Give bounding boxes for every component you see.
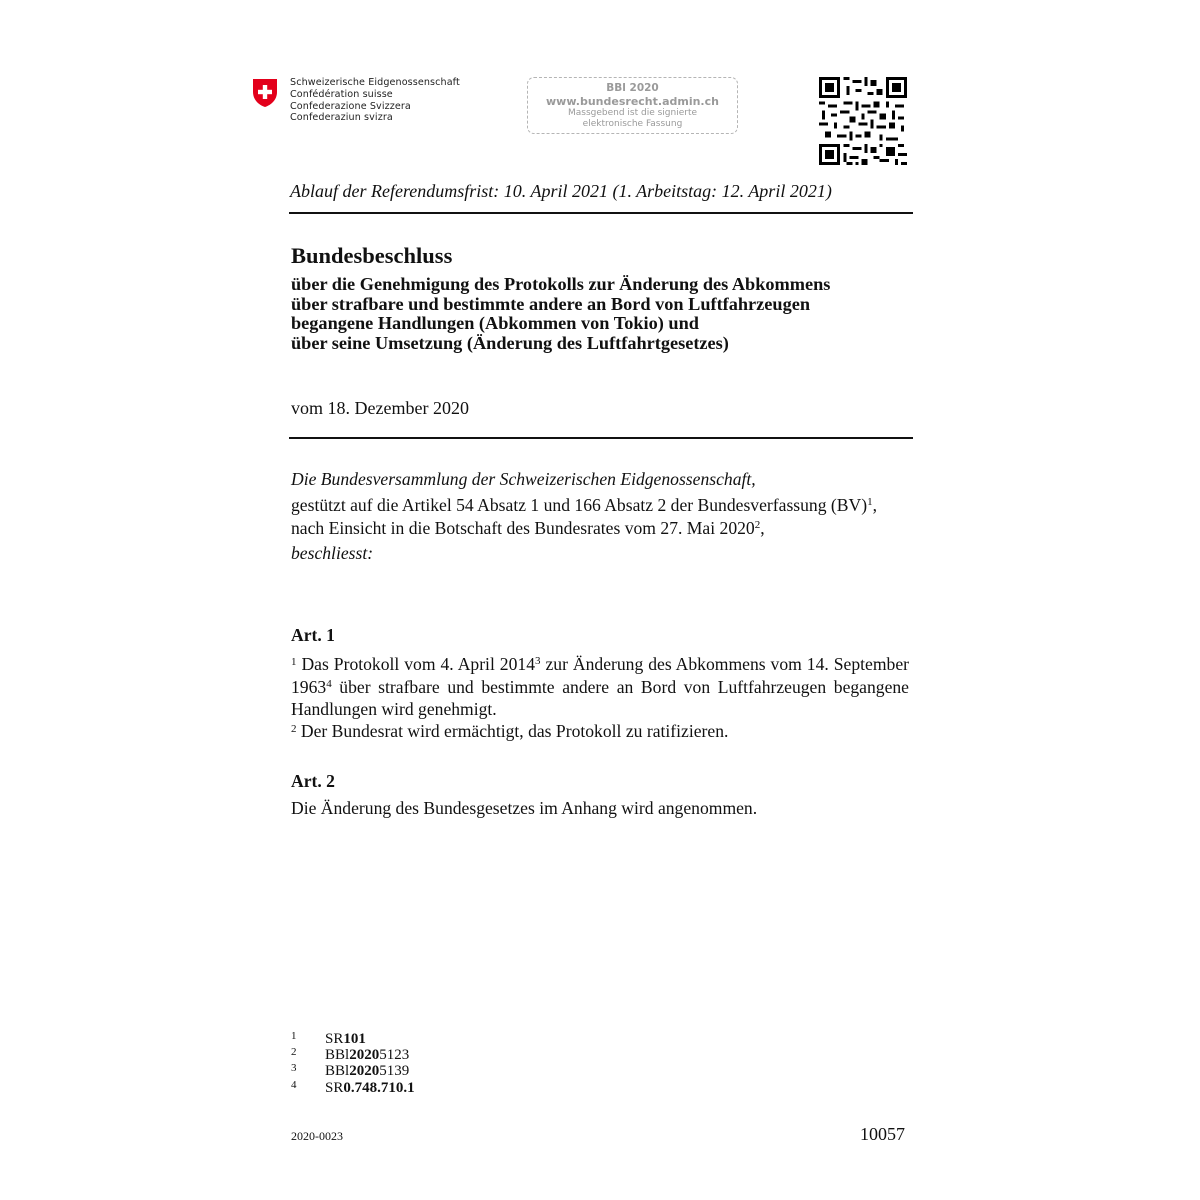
page-number: 10057 [860, 1124, 905, 1144]
confederation-name-rm: Confederaziun svizra [290, 112, 393, 124]
subtitle-line: über seine Umsetzung (Änderung des Luftfahrtgesetzes) [291, 332, 729, 353]
stamp-note-2: elektronische Fassung [582, 119, 683, 129]
page-subtitle [291, 275, 830, 353]
article-1-paragraph-2 [291, 722, 909, 745]
header-divider [289, 212, 913, 214]
paragraph-text: Das Protokoll vom 4. April 2014 [296, 654, 535, 674]
footnote-number: 2 [291, 1046, 297, 1059]
decree-date: vom 18. Dezember 2020 [291, 398, 469, 418]
message-text: nach Einsicht in die Botschaft des Bundesrates vom 27. Mai 2020 [291, 518, 755, 538]
publication-stamp [527, 77, 738, 134]
legal-basis-text: gestützt auf die Artikel 54 Absatz 1 und 166 Absatz 2 der Bundesverfassung (BV) [291, 495, 868, 515]
paragraph-text: über strafbare und bestimmte andere an Bord von Luftfahrzeugen begangene Handlungen wird genehmigt. [291, 676, 909, 720]
footnote-ref-bold: 2020 [349, 1063, 380, 1080]
punctuation: , [872, 495, 877, 515]
article-1-heading: Art. 1 [291, 625, 335, 645]
preamble-intro: Die Bundesversammlung der Schweizerischen Eidgenossenschaft, [291, 469, 756, 489]
preamble [291, 469, 911, 563]
footnote-number: 1 [291, 1030, 297, 1042]
footnote-prefix: BBl [325, 1063, 350, 1080]
subtitle-line: begangene Handlungen (Abkommen von Tokio) und [291, 313, 699, 333]
preamble-decision: beschliesst: [291, 543, 374, 563]
preamble-message [291, 518, 911, 541]
footnote-number: 3 [291, 1062, 297, 1075]
confederation-name-de: Schweizerische Eidgenossenschaft [290, 77, 460, 88]
preamble-legal-basis [291, 495, 911, 518]
qr-code-icon [819, 77, 907, 165]
footnote-prefix: SR [325, 1079, 344, 1096]
document-number: 2020-0023 [291, 1129, 343, 1143]
referendum-deadline: Ablauf der Referendumsfrist: 10. April 2021 (1. Arbeitstag: 12. April 2021) [290, 181, 832, 201]
subtitle-line: über die Genehmigung des Protokolls zur Änderung des Abkommens [291, 274, 831, 294]
paragraph-number: 2 [291, 723, 297, 735]
paragraph-text: zur Änderung des Abkommens vom 14. September 1963 [291, 654, 909, 697]
paragraph-number: 1 [291, 656, 297, 668]
stamp-note-1: Massgebend ist die signierte [567, 108, 698, 118]
paragraph-text: Der Bundesrat wird ermächtigt, das Protokoll zu ratifizieren. [296, 721, 729, 741]
footnote-ref[interactable]: 3 [535, 655, 541, 667]
article-2-heading: Art. 2 [291, 771, 335, 791]
punctuation: , [760, 518, 765, 538]
footnote-ref-bold: 101 [343, 1031, 366, 1047]
footnote-prefix: BBl [325, 1047, 350, 1064]
article-1-paragraph-1 [291, 655, 909, 720]
footnote-prefix: SR [325, 1031, 344, 1047]
footnote-ref-bold: 0.748.710.1 [343, 1079, 415, 1096]
stamp-bbl: BBl 2020 [606, 82, 659, 94]
footnotes [291, 1031, 415, 1096]
title-divider [289, 437, 913, 439]
footnote-ref[interactable]: 2 [754, 519, 761, 531]
footnote-suffix: 5123 [379, 1047, 410, 1064]
footnote-ref-bold: 2020 [349, 1047, 380, 1064]
footnote-ref[interactable]: 4 [326, 677, 332, 690]
page-title: Bundesbeschluss [291, 243, 453, 268]
footnote-item [291, 1080, 415, 1096]
footnote-ref[interactable]: 1 [867, 496, 873, 508]
article-2-paragraph-1: Die Änderung des Bundesgesetzes im Anhang wird angenommen. [291, 798, 758, 818]
footnote-number: 4 [291, 1078, 297, 1091]
confederation-name-it: Confederazione Svizzera [290, 100, 411, 112]
subtitle-line: über strafbare und bestimmte andere an Bord von Luftfahrzeugen [291, 293, 810, 314]
stamp-url[interactable]: www.bundesrecht.admin.ch [546, 95, 719, 108]
swiss-crest-icon [252, 78, 278, 108]
confederation-name-fr: Confédération suisse [290, 88, 393, 100]
footnote-suffix: 5139 [379, 1063, 410, 1080]
confederation-names [290, 77, 460, 124]
